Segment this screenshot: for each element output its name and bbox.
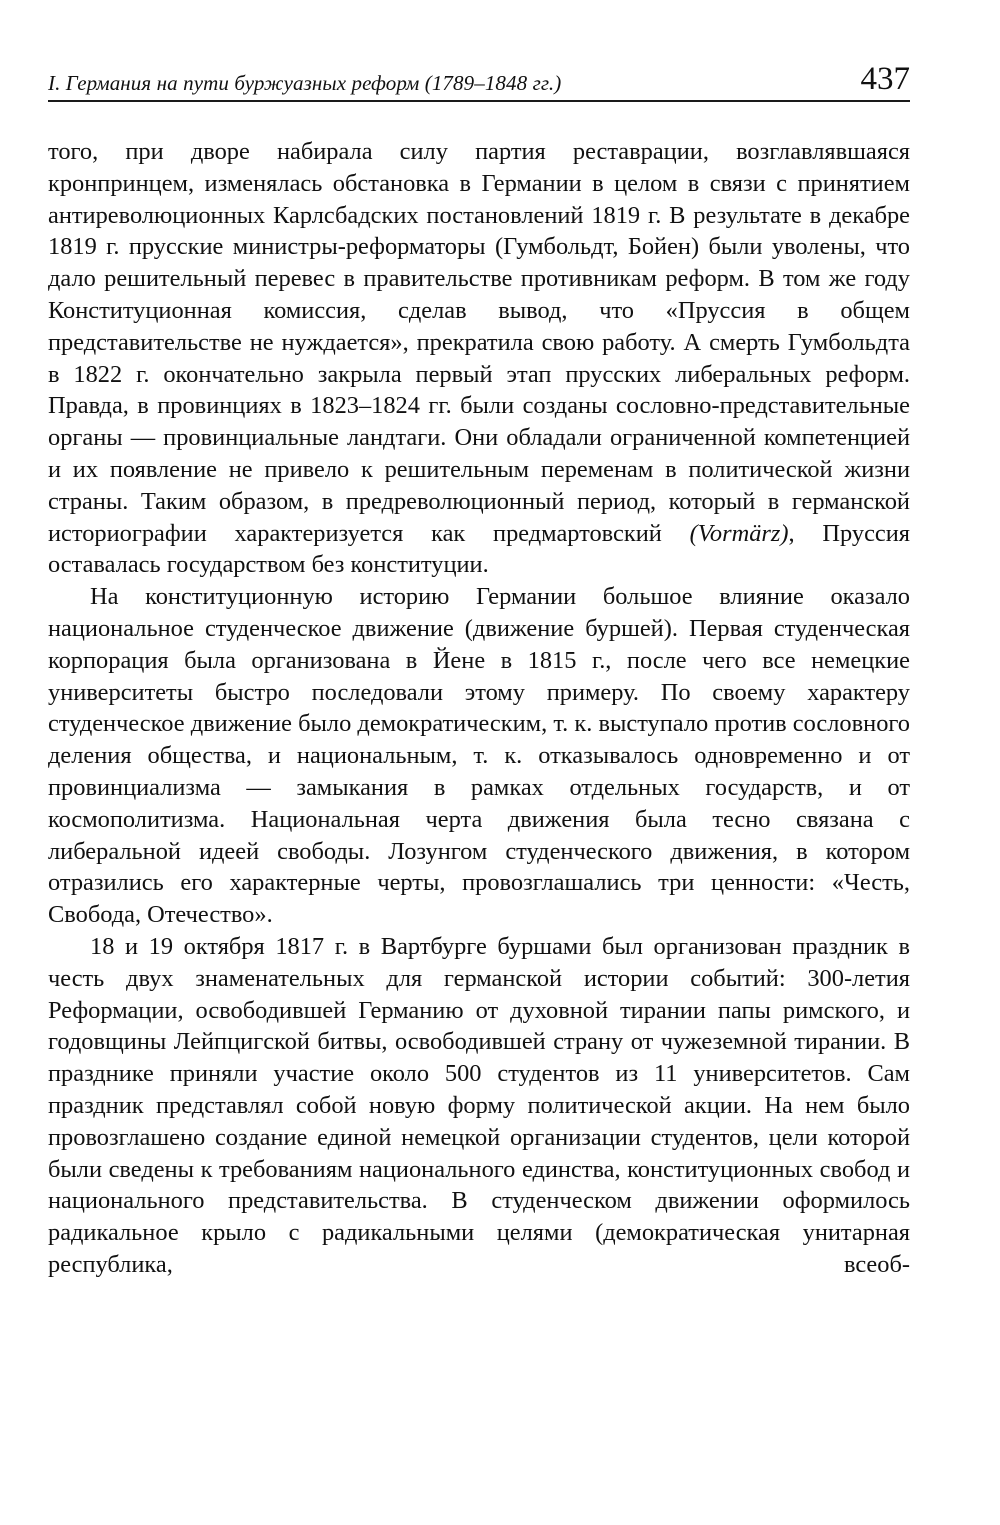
running-title: I. Германия на пути буржуазных реформ (1789–1848 гг.) [48,71,562,95]
paragraph-1-text-end: , Пруссия оставалась государством без конституции. [48,519,910,579]
page-number: 437 [860,61,910,97]
body-text [48,136,910,1281]
running-header [48,52,910,102]
paragraph-1 [48,136,910,581]
paragraph-1-text: того, при дворе набирала силу партия реставрации, возглавлявшаяся кронпринцем, изменялась обстановка в Германии в целом в связи с принятием антиреволюционных Карлсбадских постановлений 1819 г. В результате в декабре 1819 г. прусские министры-реформаторы (Гумбольдт, Бойен) были уволены, что дало решительный перевес в правительстве противникам реформ. В том же году Конституционная комиссия, сделав вывод, что «Пруссия в общем представительстве не нуждается», прекратила свою работу. А смерть Гумбольдта в 1822 г. окончательно закрыла первый этап прусских либеральных реформ. Правда, в провинциях в 1823–1824 гг. были созданы сословно-представительные органы — провинциальные ландтаги. Они обладали ограниченной компетенцией и их появление не привело к решительным переменам в политической жизни страны. Таким образом, в предреволюционный период, который в германской историографии характеризуется как предмартовский [48,138,910,547]
paragraph-1-term: (Vormärz) [689,519,789,547]
paragraph-3: 18 и 19 октября 1817 г. в Вартбурге буршами был организован праздник в честь двух знаменательных для германской истории событий: 300-летия Реформации, освободившей Германию от духовной тирании папы римского, и годовщины Лейпцигской битвы, освободившей страну от чужеземной тирании. В празднике приняли участие около 500 студентов из 11 университетов. Сам праздник представлял собой новую форму политической акции. На нем было провозглашено создание единой немецкой организации студентов, цели которой были сведены к требованиям национального единства, конституционных свобод и национального представительства. В студенческом движении оформилось радикальное крыло с радикальными целями (демократическая унитарная республика, всеоб- [48,932,910,1278]
paragraph-2: На конституционную историю Германии большое влияние оказало национальное студенческое движение (движение буршей). Первая студенческая корпорация была организована в Йене в 1815 г., после чего все немецкие университеты быстро последовали этому примеру. По своему характеру студенческое движение было демократическим, т. к. выступало против сословного деления общества, и национальным, т. к. отказывалось одновременно и от провинциализма — замыкания в рамках отдельных государств, и от космополитизма. Национальная черта движения была тесно связана с либеральной идеей свободы. Лозунгом студенческого движения, в котором отразились его характерные черты, провозглашались три ценности: «Честь, Свобода, Отечество». [48,583,910,929]
book-page [48,52,910,1281]
